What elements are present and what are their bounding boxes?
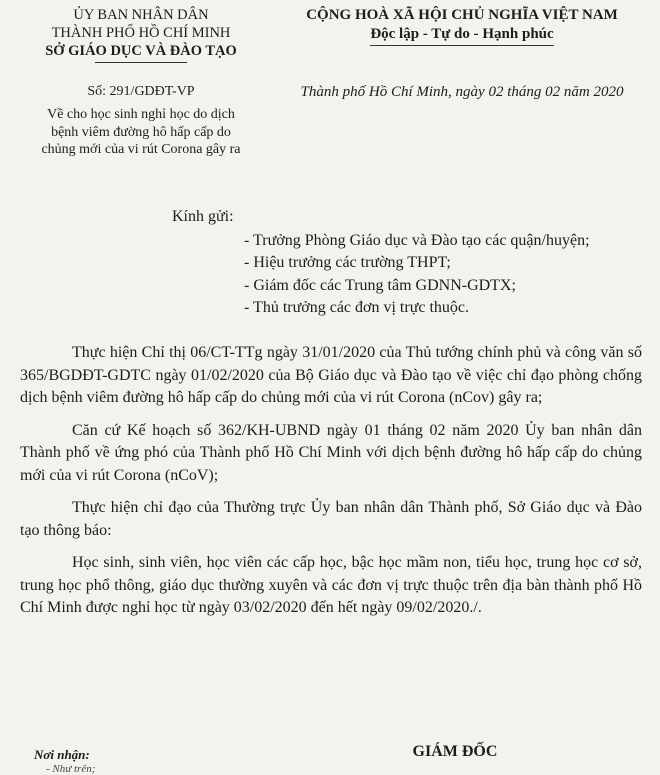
recipient-list — [244, 230, 656, 319]
issuing-agency-block — [10, 6, 272, 63]
document-number: Số: 291/GDĐT-VP — [87, 84, 195, 99]
document-subject — [14, 106, 268, 159]
recipient-item: - Thủ trưởng các đơn vị trực thuộc. — [244, 298, 470, 316]
nation-title: CỘNG HOÀ XÃ HỘI CHỦ NGHĨA VIỆT NAM — [306, 7, 618, 23]
recipients-footer-item: - Như trên; — [46, 763, 96, 775]
national-motto: Độc lập - Tự do - Hạnh phúc — [370, 25, 553, 46]
recipient-item: - Giám đốc các Trung tâm GDNN-GDTX; — [244, 276, 516, 294]
agency-line-3: SỞ GIÁO DỤC VÀ ĐÀO TẠO — [45, 43, 237, 59]
body-paragraph: Thực hiện Chỉ thị 06/CT-TTg ngày 31/01/2020 của Thủ tướng chính phủ và công văn số 365/BGDĐT-GDTC ngày 01/02/2020 của Bộ Giáo dục và Đào tạo về việc chỉ đạo phòng chống dịch bệnh viêm đường hô hấp cấp do chủng mới của vi rút Corona (nCov) gây ra; — [20, 344, 642, 406]
document-dateline: Thành phố Hồ Chí Minh, ngày 02 tháng 02 năm 2020 — [300, 84, 624, 100]
agency-underline — [95, 62, 187, 63]
document-body — [20, 342, 642, 630]
recipient-item: - Hiệu trưởng các trường THPT; — [244, 254, 451, 272]
recipient-item: - Trưởng Phòng Giáo dục và Đào tạo các quận/huyện; — [244, 232, 590, 249]
address-label: Kính gửi: — [172, 208, 234, 225]
body-paragraph: Học sinh, sinh viên, học viên các cấp học, bậc học mầm non, tiểu học, trung học cơ sở, trung học phổ thông, giáo dục thường xuyên và các đơn vị trực thuộc trên địa bàn thành phố Hồ Chí Minh được nghỉ học từ ngày 03/02/2020 đến hết ngày 09/02/2020./. — [20, 554, 642, 616]
agency-line-2: THÀNH PHỐ HỒ CHÍ MINH — [51, 25, 231, 41]
subject-line: Về cho học sinh nghỉ học do dịch — [47, 107, 235, 122]
body-paragraph: Căn cứ Kế hoạch số 362/KH-UBND ngày 01 tháng 02 năm 2020 Ủy ban nhân dân Thành phố về ứng phó của Thành phố Hồ Chí Minh với dịch bệnh đường hô hấp cấp do chủng mới của vi rút Corona (nCoV); — [20, 421, 642, 484]
signer-title: GIÁM ĐỐC — [412, 743, 498, 760]
agency-line-1: ỦY BAN NHÂN DÂN — [73, 7, 209, 23]
national-title-block — [268, 6, 656, 46]
recipients-footer-label: Nơi nhận: — [34, 747, 90, 762]
subject-line: chủng mới của vi rút Corona gây ra — [41, 142, 241, 157]
subject-line: bệnh viêm đường hô hấp cấp do — [51, 124, 231, 140]
body-paragraph: Thực hiện chỉ đạo của Thường trực Ủy ban nhân dân Thành phố, Sở Giáo dục và Đào tạo thông báo: — [20, 499, 642, 539]
